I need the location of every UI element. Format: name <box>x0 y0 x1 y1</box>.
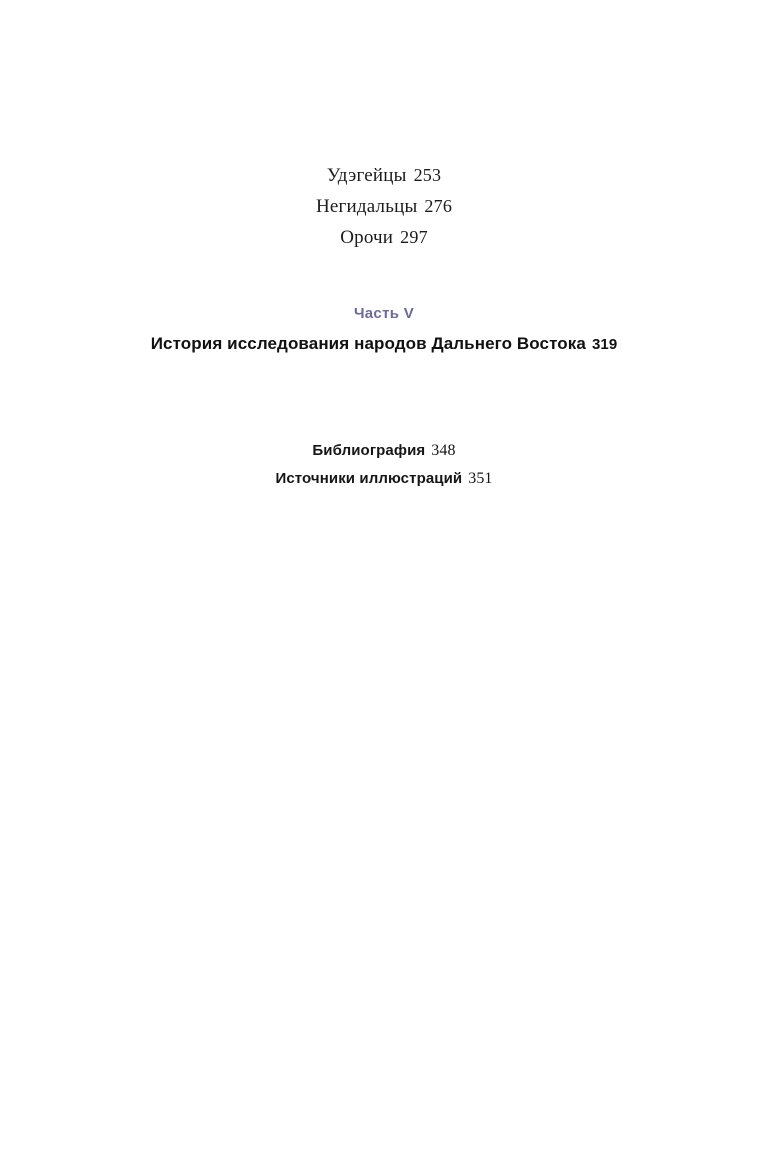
toc-entry-title: Орочи <box>340 227 394 248</box>
toc-entry-page: 276 <box>424 196 453 216</box>
back-matter-page: 348 <box>431 442 456 459</box>
toc-entry-page: 297 <box>400 227 428 247</box>
toc-entry <box>0 222 768 253</box>
toc-entry-title: Негидальцы <box>315 196 418 217</box>
back-matter-page: 351 <box>468 470 493 487</box>
toc-entry <box>0 191 768 222</box>
part-section <box>0 303 768 358</box>
part-title-text: История исследования народов Дальнего Востока <box>150 334 586 353</box>
toc-entry <box>0 160 768 191</box>
back-matter-entry <box>0 437 768 465</box>
part-title-row <box>0 330 768 358</box>
back-matter-entry <box>0 465 768 493</box>
toc-entry-page: 253 <box>413 165 442 185</box>
part-label: Часть V <box>353 305 415 322</box>
table-of-contents-group <box>0 160 768 253</box>
part-title-page: 319 <box>591 336 618 353</box>
back-matter-title: Библиография <box>312 442 426 459</box>
back-matter-title: Источники иллюстраций <box>275 470 463 487</box>
back-matter-group <box>0 437 768 493</box>
toc-entry-title: Удэгейцы <box>326 165 407 186</box>
